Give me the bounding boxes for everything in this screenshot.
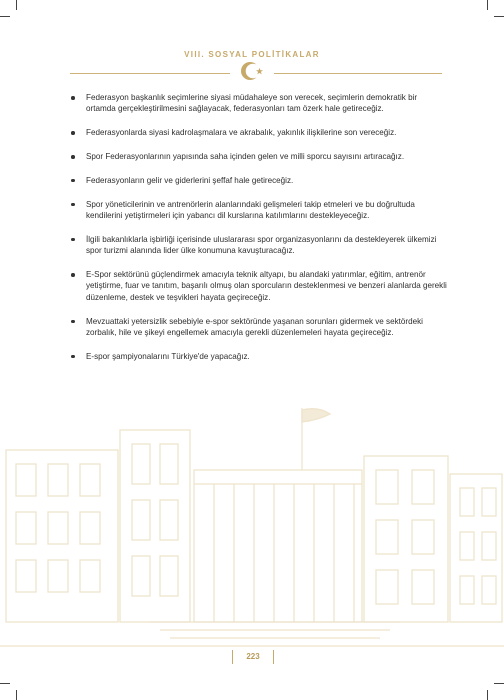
list-item-text: Spor yöneticilerinin ve antrenörlerin alanlarındaki gelişmeleri takip etmeleri ve bu doğrultuda kendilerini yetiştirmeleri için yabancı dil kurslarına katılımlarını destekleyeceğiz. [86, 199, 415, 220]
section-title: VIII. SOSYAL POLİTİKALAR [184, 50, 320, 59]
list-item [70, 175, 448, 186]
list-item [70, 234, 448, 257]
list-item [70, 92, 448, 115]
list-item [70, 199, 448, 222]
building-watermark [0, 400, 504, 660]
bullet-dot-icon [71, 179, 75, 183]
list-item [70, 151, 448, 162]
bullet-dot-icon [71, 203, 75, 207]
crescent-star-icon [234, 58, 270, 84]
crop-mark-top-right-v [487, 0, 488, 10]
crop-mark-bottom-left-h [0, 683, 10, 684]
list-item-text: Federasyon başkanlık seçimlerine siyasi müdahaleye son verecek, seçimlerin demokratik bir ortamda gerçekleştirilmesini sağlayacak, federasyonları tam özerk hale getireceğiz. [86, 93, 418, 114]
bullet-dot-icon [71, 155, 75, 159]
list-item-text: Federasyonlarda siyasi kadrolaşmalara ve akrabalık, yakınlık ilişkilerine son vereceğiz. [86, 128, 397, 138]
header-rule-left [70, 73, 230, 74]
bullet-dot-icon [71, 320, 75, 324]
list-item [70, 269, 448, 303]
policy-list [70, 92, 448, 375]
list-item [70, 127, 448, 138]
list-item-text: İlgili bakanlıklarla işbirliği içerisinde uluslararası spor organizasyonlarını da destekleyerek ülkemizi spor turizmi alanında lider ülke konumuna kavuşturacağız. [86, 234, 437, 256]
bullet-dot-icon [71, 238, 75, 242]
list-item [70, 351, 448, 362]
list-item-text: E-spor şampiyonalarını Türkiye'de yapacağız. [86, 351, 250, 361]
crop-mark-bottom-left-v [16, 690, 17, 700]
crop-mark-top-left-h [0, 16, 10, 17]
list-item-text: Mevzuattaki yetersizlik sebebiyle e-spor sektöründe yaşanan sorunları gidermek ve sektördeki zorbalık, hile ve şikeyi engellemek amacıyla gerekli düzenlemeleri hayata geçireceğiz. [86, 316, 423, 338]
crop-mark-bottom-right-h [494, 683, 504, 684]
list-item [70, 316, 448, 339]
list-item-text: E-Spor sektörünü güçlendirmek amacıyla teknik altyapı, bu alandaki yatırımlar, eğitim, antrenör yetiştirme, fuar ve tanıtım, başarılı olmuş olan sporcuların desteklenmesi ve benzeri alanlarda gerekli düzenleme, destek ve teşvikleri hayata geçireceğiz. [86, 270, 447, 302]
crop-mark-bottom-right-v [487, 690, 488, 700]
list-item-text: Spor Federasyonlarının yapısında saha içinden gelen ve milli sporcu sayısını artıracağız. [86, 152, 405, 161]
header-rule-right [274, 73, 442, 74]
page-number: 223 [232, 650, 274, 664]
list-item-text: Federasyonların gelir ve giderlerini şeffaf hale getireceğiz. [86, 175, 294, 185]
crop-mark-top-right-h [494, 16, 504, 17]
bullet-dot-icon [71, 273, 75, 277]
bullet-dot-icon [71, 96, 75, 100]
crop-mark-top-left-v [16, 0, 17, 10]
bullet-dot-icon [71, 131, 75, 135]
bullet-dot-icon [71, 355, 75, 359]
